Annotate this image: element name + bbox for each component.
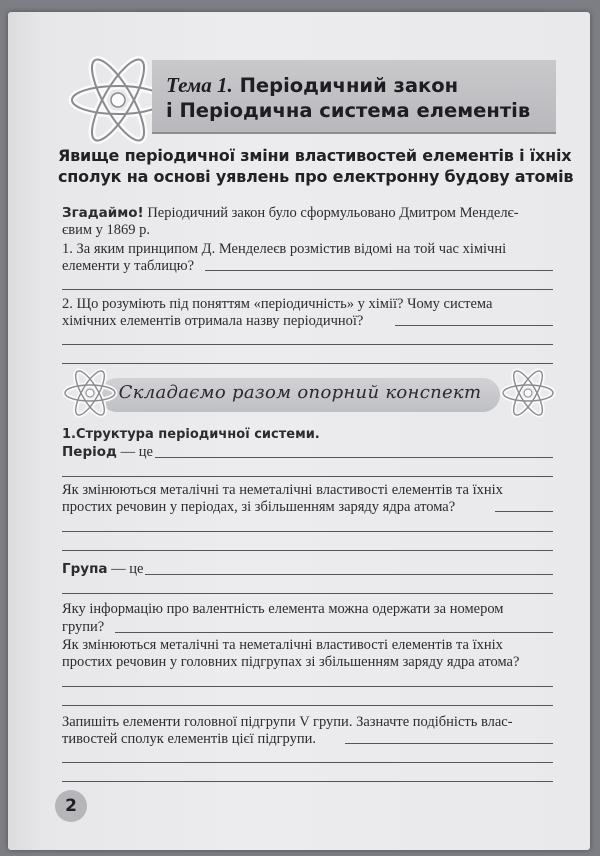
answer-line[interactable] [205, 270, 553, 271]
question-1-line2: елементи у таблицю? [62, 258, 195, 274]
question-2-line1: 2. Що розуміють під поняттям «періодичність» у хімії? Чому система [62, 296, 493, 312]
valence-question-line1: Яку інформацію про валентність елемента можна одержати за номером [62, 601, 504, 617]
answer-line[interactable] [62, 550, 553, 551]
question-2-line2: хімічних елементів отримала назву періодичної? [62, 313, 364, 329]
recall-line2: євим у 1869 р. [62, 222, 151, 238]
period-label: Період [62, 444, 117, 460]
atom-icon [500, 366, 556, 420]
answer-line[interactable] [62, 781, 553, 782]
answer-line[interactable] [62, 593, 553, 594]
answer-line[interactable] [495, 511, 553, 512]
answer-line[interactable] [62, 363, 553, 364]
group-label: Група [62, 561, 108, 577]
answer-line[interactable] [62, 686, 553, 687]
answer-line[interactable] [62, 289, 553, 290]
period-definition: Період — це [62, 444, 153, 460]
answer-line[interactable] [155, 457, 553, 458]
recall-paragraph: Згадаймо! Періодичний закон було сформульовано Дмитром Менделє- [62, 205, 519, 221]
answer-line[interactable] [145, 574, 553, 575]
answer-line[interactable] [345, 743, 553, 744]
topic-prefix: Тема 1. [166, 73, 233, 97]
section-title: Складаємо разом опорний конспект [118, 382, 482, 403]
recall-label: Згадаймо! [62, 205, 144, 221]
subject-title-line1: Явище періодичної зміни властивостей елементів і їхніх [58, 146, 572, 165]
answer-line[interactable] [62, 705, 553, 706]
answer-line[interactable] [62, 531, 553, 532]
task-line2: тивостей сполук елементів цієї підгрупи. [62, 731, 317, 747]
period-question-line1: Як змінюються металічні та неметалічні властивості елементів та їхніх [62, 482, 503, 498]
answer-line[interactable] [395, 325, 553, 326]
subject-title-line2: сполук на основі уявлень про електронну будову атомів [58, 167, 574, 186]
answer-line[interactable] [62, 476, 553, 477]
period-question-line2: простих речовин у періодах, зі збільшенням заряду ядра атома? [62, 499, 456, 515]
topic-title-line2: і Періодична система елементів [166, 99, 531, 122]
answer-line[interactable] [115, 632, 553, 633]
question-1-line1: 1. За яким принципом Д. Менделеєв розмістив відомі на той час хімічні [62, 241, 507, 257]
group-question-line1: Як змінюються металічні та неметалічні властивості елементів та їхніх [62, 637, 503, 653]
answer-line[interactable] [62, 762, 553, 763]
valence-question-line2: групи? [62, 619, 105, 635]
answer-line[interactable] [62, 344, 553, 345]
group-question-line2: простих речовин у головних підгрупах зі збільшенням заряду ядра атома? [62, 654, 520, 670]
topic-title-line1: Тема 1. Періодичний закон [166, 73, 459, 97]
structure-heading: 1.Структура періодичної системи. [62, 427, 320, 442]
group-definition: Група — це [62, 561, 144, 577]
task-line1: Запишіть елементи головної підгрупи V групи. Зазначте подібність влас- [62, 714, 513, 730]
page-number: 2 [55, 790, 87, 822]
